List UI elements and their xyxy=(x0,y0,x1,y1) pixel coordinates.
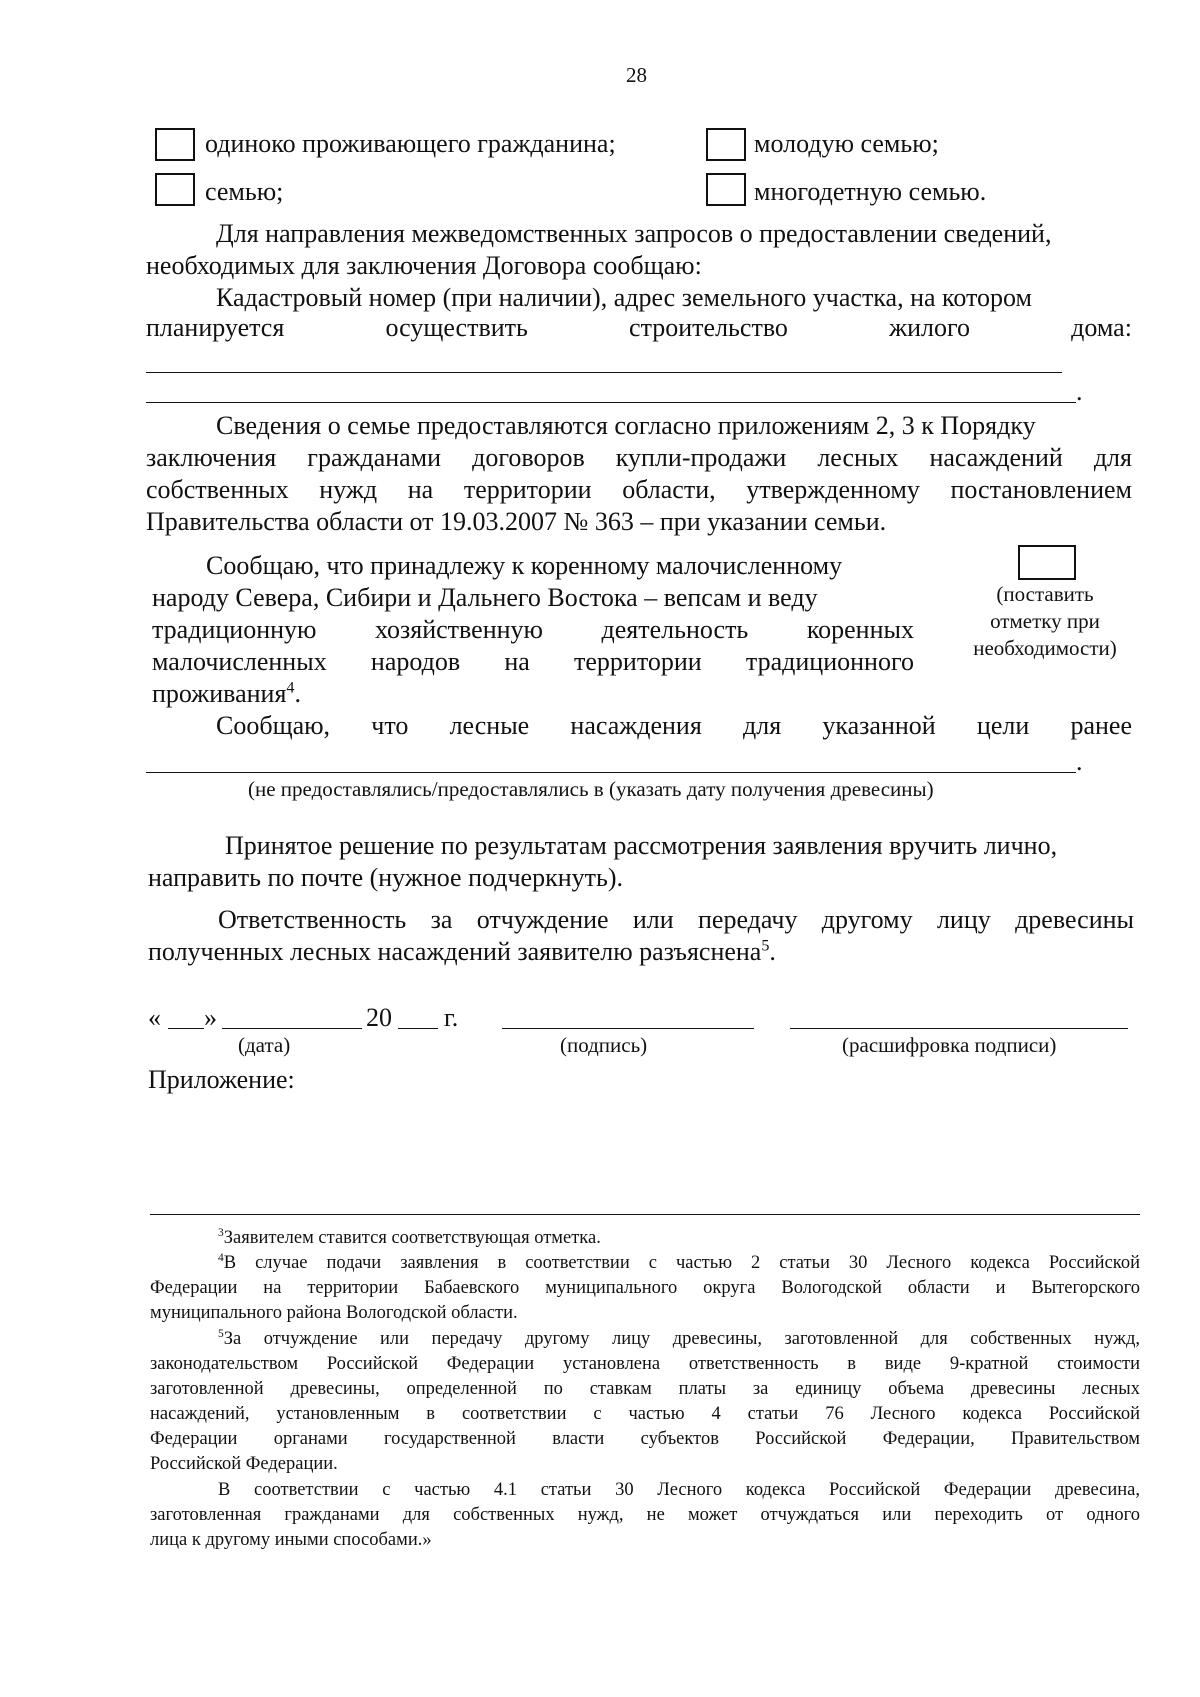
decision-line2: направить по почте (нужное подчеркнуть). xyxy=(148,863,624,892)
cadastral-line1: Кадастровый номер (при наличии), адрес земельного участка, на котором xyxy=(216,283,1032,312)
forest-line1 xyxy=(216,710,1132,742)
checkbox-family[interactable] xyxy=(155,173,195,206)
word: народов xyxy=(370,647,461,676)
footnote-6-line3: лица к другому иными способами.» xyxy=(150,1530,432,1550)
indigenous-note-line1: (поставить xyxy=(996,582,1094,606)
date-year-blank[interactable] xyxy=(398,1028,438,1029)
indigenous-line2: народу Севера, Сибири и Дальнего Востока – вепсам и веду xyxy=(152,583,818,612)
footnote-ref-4: 4 xyxy=(286,679,295,697)
word: малочисленных xyxy=(152,647,327,676)
footnote-4-line3: муниципального района Вологодской области. xyxy=(150,1303,518,1323)
footnote-5-line1 xyxy=(218,1327,1140,1352)
attachment-label: Приложение: xyxy=(148,1065,295,1094)
signature-blank[interactable] xyxy=(502,1028,754,1029)
date-label: (дата) xyxy=(238,1033,291,1057)
indigenous-note-line2: отметку при xyxy=(990,609,1100,633)
text: проживания xyxy=(152,679,287,708)
word: территории xyxy=(574,647,702,676)
forest-blank-line[interactable] xyxy=(146,772,1076,773)
period: . xyxy=(769,937,776,966)
period: . xyxy=(294,679,301,708)
address-blank-period: . xyxy=(1076,377,1083,406)
requests-intro-line1: Для направления межведомственных запросов о предоставлении сведений, xyxy=(216,219,1052,248)
word: дома: xyxy=(1071,313,1132,342)
word: планируется xyxy=(146,313,285,342)
word: для xyxy=(742,711,782,740)
footnote-6-line2: заготовленная гражданами для собственных нужд, не может отчуждаться или переходить от одного xyxy=(150,1505,1140,1525)
date-year-suffix: г. xyxy=(444,1003,459,1032)
indigenous-line1: Сообщаю, что принадлежу к коренному малочисленному xyxy=(206,551,843,580)
checkbox-single-citizen[interactable] xyxy=(155,128,195,161)
page-number: 28 xyxy=(626,63,647,87)
date-close-quote: » xyxy=(204,1003,217,1032)
word: на xyxy=(504,647,530,676)
word: Сообщаю, xyxy=(216,711,331,740)
forest-blank-period: . xyxy=(1076,747,1083,776)
indigenous-line4 xyxy=(152,646,914,678)
word: жилого xyxy=(889,313,970,342)
footnote-5-line2: законодательством Российской Федерации установлена ответственность в виде 9-кратной стоимости xyxy=(150,1354,1140,1374)
word: указанной xyxy=(822,711,936,740)
word: коренных xyxy=(806,615,914,644)
family-info-line1: Сведения о семье предоставляются согласно приложениям 2, 3 к Порядку xyxy=(216,411,1036,440)
checkbox-large-family[interactable] xyxy=(706,173,746,206)
word: насаждения xyxy=(570,711,702,740)
signature-decode-label: (расшифровка подписи) xyxy=(842,1033,1057,1057)
footnote-5-line6: Российской Федерации. xyxy=(150,1454,338,1474)
responsibility-line1: Ответственность за отчуждение или передачу другому лицу древесины xyxy=(218,905,1134,934)
date-day-blank[interactable] xyxy=(168,1028,204,1029)
text: За отчуждение или передачу другому лицу древесины, заготовленной для собственных нужд, xyxy=(223,1329,1140,1349)
word: хозяйственную xyxy=(374,615,543,644)
word: лесные xyxy=(449,711,530,740)
checkbox-young-family[interactable] xyxy=(706,128,746,161)
footnote-3 xyxy=(218,1226,601,1251)
footnote-5-line4: насаждений, установленным в соответствии с частью 4 статьи 76 Лесного кодекса Российской xyxy=(150,1404,1140,1424)
indigenous-line3 xyxy=(152,614,914,646)
footnote-5-line5: Федерации органами государственной власти субъектов Российской Федерации, Правительством xyxy=(150,1429,1140,1449)
footnote-mark: 5 xyxy=(218,1327,224,1340)
text: полученных лесных насаждений заявителю разъяснена xyxy=(148,937,762,966)
word: строительство xyxy=(629,313,788,342)
option-single-citizen-label: одиноко проживающего гражданина; xyxy=(205,129,616,158)
footnote-mark: 4 xyxy=(218,1251,224,1264)
option-young-family-label: молодую семью; xyxy=(754,129,939,158)
family-info-line3: собственных нужд на территории области, утвержденному постановлением xyxy=(146,475,1132,504)
text: Заявителем ставится соответствующая отметка. xyxy=(223,1228,601,1248)
forest-hint: (не предоставлялись/предоставлялись в (указать дату получения древесины) xyxy=(248,777,934,801)
word: осуществить xyxy=(385,313,528,342)
responsibility-line2 xyxy=(148,936,776,968)
text: В случае подачи заявления в соответствии с частью 2 статьи 30 Лесного кодекса Российской xyxy=(223,1253,1140,1273)
indigenous-line5 xyxy=(152,678,301,710)
date-open-quote: « xyxy=(148,1003,161,1032)
cadastral-line2 xyxy=(146,312,1132,344)
address-blank-line-1[interactable] xyxy=(146,372,1062,373)
date-year-prefix: 20 xyxy=(366,1003,392,1032)
footnote-mark: 3 xyxy=(218,1226,224,1239)
word: ранее xyxy=(1070,711,1132,740)
family-info-line2: заключения гражданами договоров купли-продажи лесных насаждений для xyxy=(146,443,1132,472)
word: деятельность xyxy=(601,615,749,644)
checkbox-indigenous[interactable] xyxy=(1018,545,1076,580)
footnote-ref-5: 5 xyxy=(761,937,770,955)
option-family-label: семью; xyxy=(205,177,284,206)
footnote-6-line1: В соответствии с частью 4.1 статьи 30 Лесного кодекса Российской Федерации древесина, xyxy=(218,1480,1140,1500)
requests-intro-line2: необходимых для заключения Договора сообщаю: xyxy=(146,251,702,280)
word: цели xyxy=(976,711,1030,740)
signature-decode-blank[interactable] xyxy=(790,1028,1128,1029)
word: традиционного xyxy=(745,647,914,676)
family-info-line4: Правительства области от 19.03.2007 № 363 – при указании семьи. xyxy=(146,507,887,536)
date-month-blank[interactable] xyxy=(222,1028,362,1029)
footnote-separator xyxy=(150,1214,1140,1215)
footnote-4-line1 xyxy=(218,1251,1140,1276)
footnote-4-line2: Федерации на территории Бабаевского муниципального округа Вологодской области и Вытегорского xyxy=(150,1278,1140,1298)
footnote-5-line3: заготовленной древесины, определенной по ставкам платы за единицу объема древесины лесных xyxy=(150,1379,1140,1399)
word: что xyxy=(371,711,409,740)
word: традиционную xyxy=(152,615,317,644)
signature-label: (подпись) xyxy=(560,1033,648,1057)
decision-line1: Принятое решение по результатам рассмотрения заявления вручить лично, xyxy=(225,831,1058,860)
option-large-family-label: многодетную семью. xyxy=(754,177,987,206)
address-blank-line-2[interactable] xyxy=(146,402,1076,403)
indigenous-note-line3: необходимости) xyxy=(973,636,1117,660)
